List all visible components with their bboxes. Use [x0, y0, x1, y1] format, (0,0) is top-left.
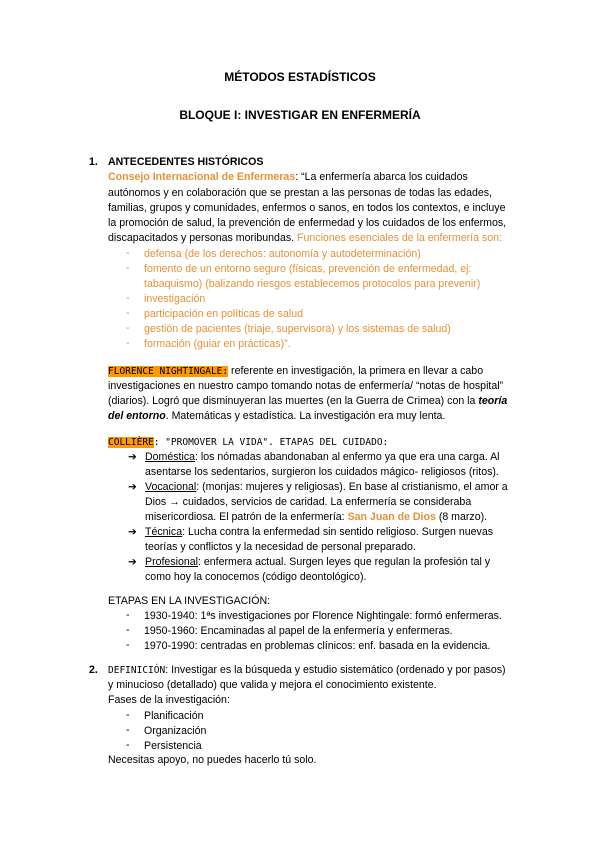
- stage-tecnica-cont: teorías y conflictos y la necesidad de personal preparado.: [145, 541, 416, 553]
- stage-text: : enfermera actual. Surgen leyes que regulan la profesión tal y: [198, 556, 491, 568]
- colliere-text: : "PROMOVER LA VIDA". ETAPAS DEL CUIDADO:: [153, 437, 389, 448]
- etapa-item: 1950-1960: Encaminadas al papel de la enfermería y enfermeras.: [144, 625, 453, 637]
- arrow-bullet: ➔: [128, 556, 137, 568]
- arrow-bullet: ➔: [128, 481, 137, 493]
- fase-item: Planificación: [144, 710, 204, 722]
- stage-label: Doméstica: [145, 451, 196, 463]
- nightingale-line-4: [108, 409, 528, 424]
- stage-text: misericordiosa. El patrón de la enfermería:: [145, 511, 348, 523]
- cie-text: : “La enfermería abarca los cuidados: [295, 171, 468, 183]
- arrow-bullet: ➔: [128, 451, 137, 463]
- nightingale-text: (diarios). Logró que disminuyeran las muertes (en la Guerra de Crimea) con la: [108, 395, 479, 407]
- cie-label: Consejo Internacional de Enfermeras: [108, 171, 296, 183]
- nightingale-text: referente en investigación, la primera en llevar a cabo: [228, 365, 484, 377]
- cie-paragraph-line-1: [108, 170, 528, 185]
- fase-item: Organización: [144, 725, 207, 737]
- function-item: defensa (de los derechos: autonomía y autodeterminación): [144, 248, 421, 260]
- teoria-text: teoría: [478, 395, 508, 407]
- function-item: gestión de pacientes (triaje, supervisora) y los sistemas de salud): [144, 323, 451, 335]
- colliere-label: COLLIÈRE: [108, 437, 154, 448]
- closing-text: Necesitas apoyo, no puedes hacerlo tú solo.: [108, 754, 317, 766]
- fase-item: Persistencia: [144, 740, 202, 752]
- fases-heading: Fases de la investigación:: [108, 694, 230, 706]
- functions-intro: Funciones esenciales de la enfermería son:: [297, 232, 502, 244]
- cie-paragraph-line-4: la promoción de salud, la prevención de enfermedad y los cuidados de los enfermos,: [108, 217, 507, 229]
- stage-vocacional: [145, 480, 565, 495]
- etapa-item: 1930-1940: 1ªs investigaciones por Florence Nightingale: formó enfermeras.: [144, 610, 502, 622]
- stage-text: : los nómadas abandonaban al enfermo ya que era una carga. Al: [195, 451, 500, 463]
- list-dash: -: [126, 292, 130, 304]
- nightingale-line-1: [108, 364, 528, 379]
- definicion-text: : Investigar es la búsqueda y estudio sistemático (ordenado y por pasos): [165, 664, 506, 676]
- stage-vocacional-cont: Dios → cuidados, servicios de caridad. La enfermería se consideraba: [145, 496, 472, 508]
- del-entorno-text: del entorno: [108, 410, 166, 422]
- stage-domestica: [145, 450, 565, 465]
- stage-tecnica: [145, 525, 565, 540]
- stage-label: Técnica: [145, 526, 183, 538]
- definicion-line-1: [108, 663, 528, 678]
- nightingale-label: FLORENCE NIGHTINGALE:: [108, 366, 229, 377]
- nightingale-line-3: [108, 394, 528, 409]
- list-dash: -: [126, 307, 130, 319]
- list-dash: -: [126, 624, 130, 636]
- arrow-bullet: ➔: [128, 526, 137, 538]
- list-dash: -: [126, 724, 130, 736]
- section-1-number: 1.: [89, 156, 98, 168]
- list-dash: -: [126, 639, 130, 651]
- definicion-line-2: y minucioso (detallado) que valida y mejora el conocimiento existente.: [108, 679, 437, 691]
- function-item: formación (guiar en prácticas)”.: [144, 338, 291, 350]
- section-1-heading: ANTECEDENTES HISTÓRICOS: [108, 156, 264, 168]
- function-item: investigación: [144, 293, 206, 305]
- etapa-item: 1970-1990: centradas en problemas clínicos: enf. basada en la evidencia.: [144, 640, 491, 652]
- cie-paragraph-line-3: familias, grupos y comunidades, enfermos o sanos, en todos los contextos, e incluye: [108, 202, 506, 214]
- stage-vocacional-cont: [145, 510, 565, 525]
- document-title: MÉTODOS ESTADÍSTICOS: [224, 70, 376, 84]
- nightingale-line-2: investigaciones en nuestro campo tomando notas de enfermería/ “notas de hospital”: [108, 380, 504, 392]
- document-subtitle: BLOQUE I: INVESTIGAR EN ENFERMERÍA: [179, 108, 421, 122]
- stage-label: Vocacional: [145, 481, 197, 493]
- stage-profesional-cont: como hoy la conocemos (código deontológico).: [145, 571, 367, 583]
- stage-label: Profesional: [145, 556, 198, 568]
- list-dash: -: [126, 262, 130, 274]
- nightingale-text: . Matemáticas y estadística. La investigación era muy lenta.: [165, 410, 446, 422]
- stage-text: : (monjas: mujeres y religiosas). En base al cristianismo, el amor a: [196, 481, 508, 493]
- list-dash: -: [126, 709, 130, 721]
- definicion-label: DEFINICIÓN: [108, 665, 166, 676]
- list-dash: -: [126, 739, 130, 751]
- cie-paragraph-line-5: [108, 231, 528, 246]
- stage-text: (8 marzo).: [435, 511, 488, 523]
- function-item: participación en políticas de salud: [144, 308, 304, 320]
- colliere-line: [108, 435, 528, 450]
- section-2-number: 2.: [89, 664, 98, 676]
- function-item-cont: tabaquismo) (balizando riesgos establecemos protocolos para prevenir): [144, 278, 481, 290]
- function-item: fomento de un entorno seguro (físicas, prevención de enfermedad, ej:: [144, 263, 472, 275]
- list-dash: -: [126, 322, 130, 334]
- cie-last-text: discapacitados y personas moribundas.: [108, 232, 298, 244]
- list-dash: -: [126, 247, 130, 259]
- list-dash: -: [126, 609, 130, 621]
- stage-domestica-cont: asentarse los sedentarios, surgieron los cuidados mágico- religiosos (ritos).: [145, 466, 499, 478]
- stage-text: : Lucha contra la enfermedad sin sentido religioso. Surgen nuevas: [182, 526, 494, 538]
- cie-paragraph-line-2: autónomos y en colaboración que se prestan a las personas de todas las edades,: [108, 187, 492, 199]
- stage-profesional: [145, 555, 565, 570]
- etapas-heading: ETAPAS EN LA INVESTIGACIÓN:: [108, 595, 271, 607]
- san-juan-de-dios: San Juan de Dios: [347, 511, 436, 523]
- list-dash: -: [126, 337, 130, 349]
